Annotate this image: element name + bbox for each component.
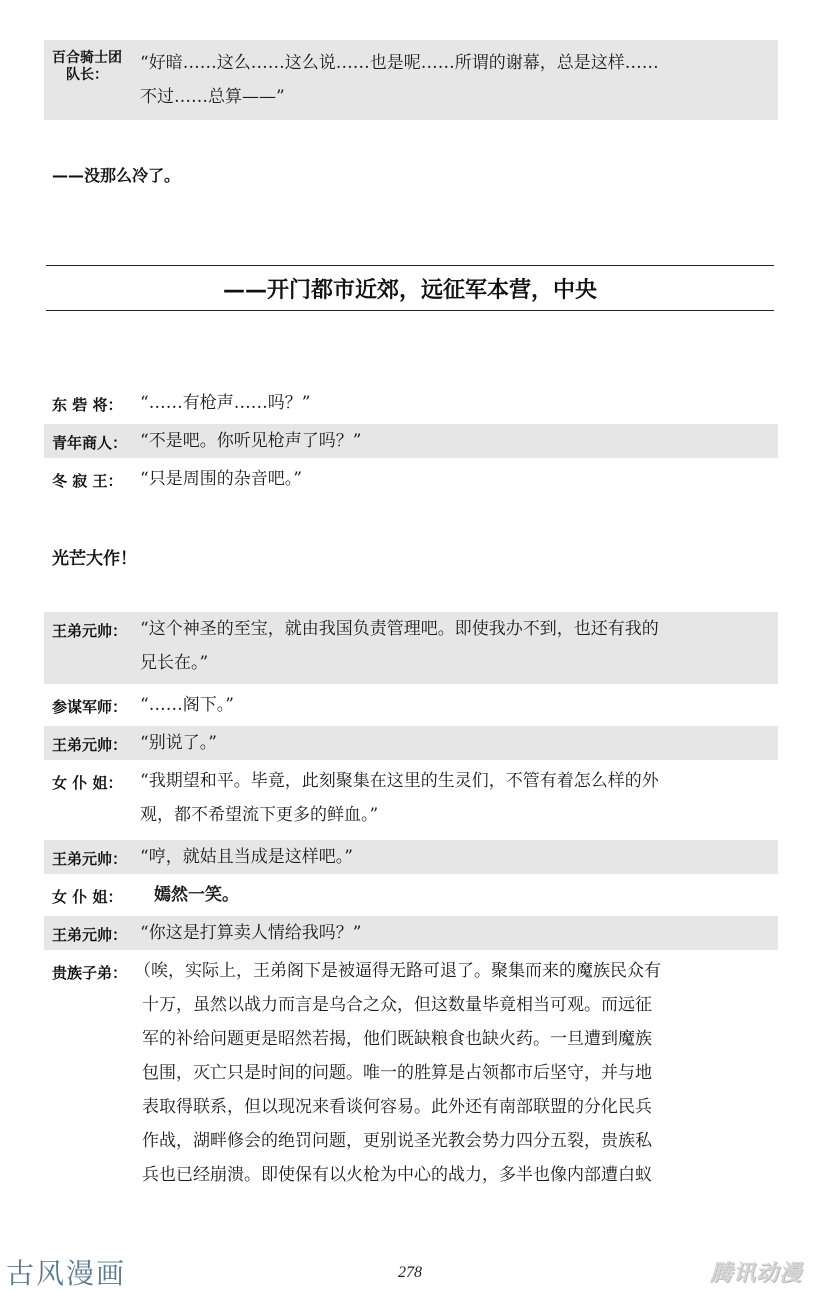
dialogue-line bbox=[44, 462, 778, 496]
speaker-label: 青年商人： bbox=[52, 434, 128, 452]
speaker-label: 东 砦 将： bbox=[52, 396, 123, 414]
dialogue-text-line: “这个神圣的至宝，就由我国负责管理吧。即使我办不到，也还有我的 bbox=[140, 619, 659, 639]
dialogue-line bbox=[44, 688, 778, 722]
dialogue-text bbox=[140, 764, 778, 832]
speaker-line-1: 百合骑士团 bbox=[52, 50, 122, 66]
heading-rule-bottom bbox=[46, 310, 774, 311]
dialogue-text-line: 包围，灭亡只是时间的问题。唯一的胜算是占领都市后坚守，并与地 bbox=[142, 1063, 652, 1083]
dialogue-text bbox=[140, 916, 778, 950]
dialogue-text-line: “好暗……这么……这么说……也是呢……所谓的谢幕，总是这样…… bbox=[140, 53, 659, 73]
dialogue-text-line: 军的补给问题更是昭然若揭，他们既缺粮食也缺火药。一旦遭到魔族 bbox=[142, 1029, 652, 1049]
dialogue-text-line: 兄长在。” bbox=[140, 653, 209, 673]
dialogue-line bbox=[44, 840, 778, 874]
dialogue-line bbox=[44, 612, 778, 684]
dialogue-text-line: 嫣然一笑。 bbox=[154, 885, 239, 905]
speaker-label: 参谋军师： bbox=[52, 698, 128, 716]
dialogue-text bbox=[140, 840, 778, 874]
narration-flash: 光芒大作！ bbox=[52, 549, 137, 569]
dialogue-text-line: 作战，湖畔修会的绝罚问题，更别说圣光教会势力四分五裂，贵族私 bbox=[142, 1131, 652, 1151]
dialogue-text bbox=[140, 726, 778, 760]
dialogue-text-line: “……阁下。” bbox=[140, 695, 234, 715]
speaker-label: 王弟元帅： bbox=[52, 850, 128, 868]
dialogue-line bbox=[44, 878, 778, 912]
dialogue-text-line: 十万，虽然以战力而言是乌合之众，但这数量毕竟相当可观。而远征 bbox=[142, 995, 652, 1015]
speaker-label: 冬 寂 王： bbox=[52, 472, 123, 490]
heading-rule-top bbox=[46, 265, 774, 266]
dialogue-line bbox=[44, 954, 778, 1196]
watermark-logo: 腾讯动漫 bbox=[709, 1261, 802, 1286]
dialogue-text: “不是吧。你听见枪声了吗？” bbox=[140, 431, 362, 451]
dialogue-text-line: 表取得联系，但以现况来看谈何容易。此外还有南部联盟的分化民兵 bbox=[142, 1097, 652, 1117]
speaker-label: 贵族子弟： bbox=[52, 964, 128, 982]
dialogue-text: “只是周围的杂音吧。” bbox=[140, 469, 302, 489]
page-number: 278 bbox=[398, 1264, 422, 1281]
dialogue-text-line: “哼，就姑且当成是这样吧。” bbox=[140, 847, 353, 867]
dialogue-line bbox=[44, 726, 778, 760]
dialogue-text bbox=[140, 46, 778, 114]
speaker-label: 王弟元帅： bbox=[52, 736, 128, 754]
dialogue-text-line: 兵也已经崩溃。即使保有以火枪为中心的战力，多半也像内部遭白蚁 bbox=[142, 1165, 652, 1185]
dialogue-text bbox=[134, 954, 778, 1192]
dialogue-text-line: 观，都不希望流下更多的鲜血。” bbox=[140, 805, 379, 825]
dialogue-text bbox=[140, 612, 778, 680]
dialogue-text bbox=[154, 878, 778, 912]
dialogue-line-captain bbox=[44, 40, 778, 120]
speaker-label: 王弟元帅： bbox=[52, 926, 128, 944]
speaker-line-2: 队长： bbox=[66, 67, 108, 83]
speaker-label: 女 仆 姐： bbox=[52, 888, 123, 906]
speaker-label bbox=[52, 50, 122, 84]
narration-cold: ——没那么冷了。 bbox=[52, 166, 181, 185]
dialogue-text bbox=[140, 688, 778, 722]
dialogue-line bbox=[44, 386, 778, 420]
dialogue-line bbox=[44, 424, 778, 458]
speaker-label: 女 仆 姐： bbox=[52, 774, 123, 792]
dialogue-text-line: “你这是打算卖人情给我吗？” bbox=[140, 923, 362, 943]
dialogue-text-line: 不过……总算——” bbox=[140, 87, 285, 107]
section-heading: ——开门都市近郊，远征军本营，中央 bbox=[222, 278, 597, 303]
brand-logo: 古风漫画 bbox=[6, 1257, 127, 1290]
speaker-label: 王弟元帅： bbox=[52, 622, 128, 640]
dialogue-line bbox=[44, 764, 778, 836]
dialogue-text-line: “别说了。” bbox=[140, 733, 217, 753]
dialogue-text: “……有枪声……吗？” bbox=[140, 393, 311, 413]
dialogue-text-line: “我期望和平。毕竟，此刻聚集在这里的生灵们，不管有着怎么样的外 bbox=[140, 771, 659, 791]
dialogue-line bbox=[44, 916, 778, 950]
dialogue-text-line: （唉，实际上，王弟阁下是被逼得无路可退了。聚集而来的魔族民众有 bbox=[134, 961, 661, 981]
